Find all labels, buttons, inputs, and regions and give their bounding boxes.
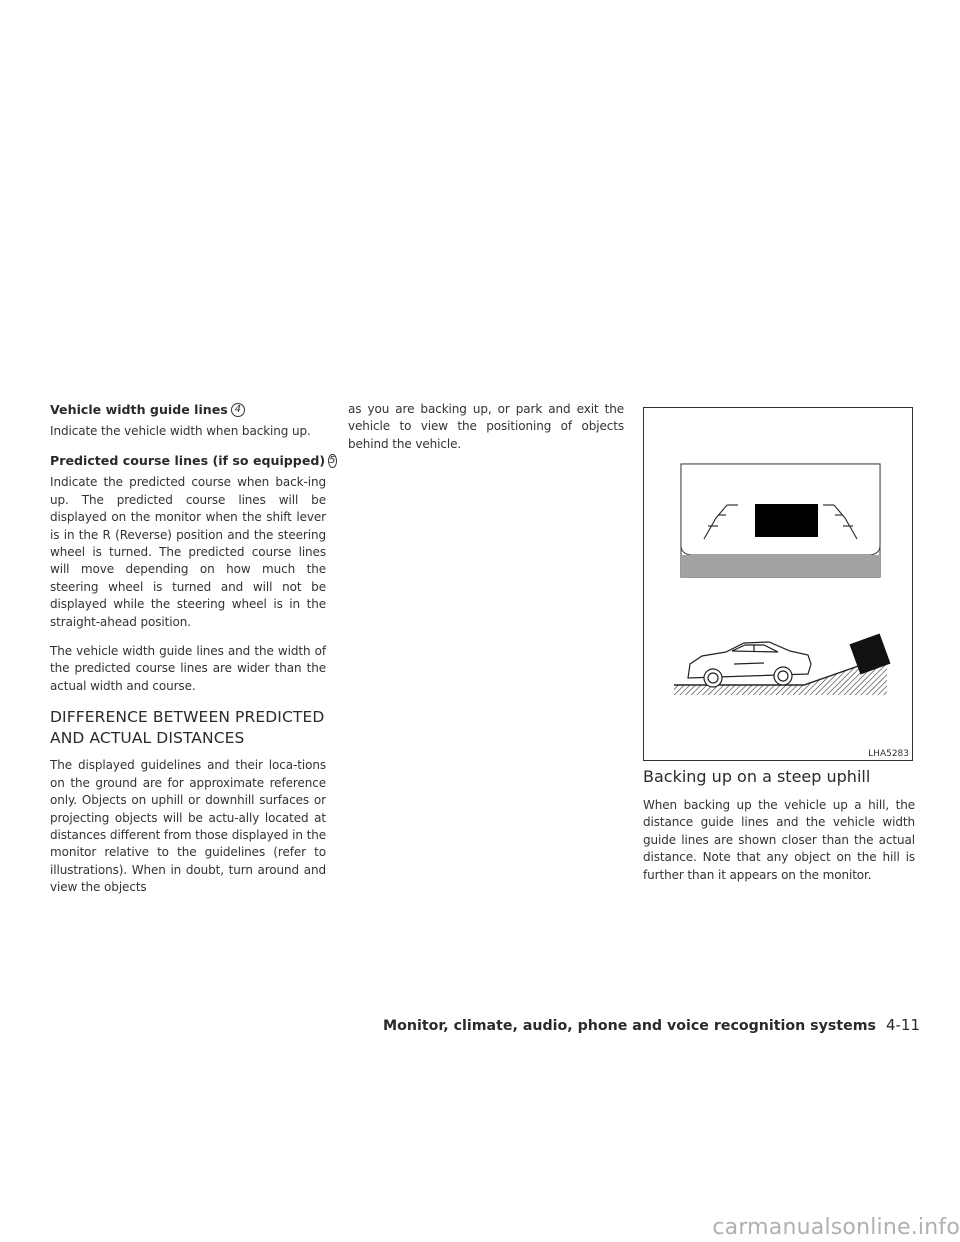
middle-column xyxy=(348,401,624,465)
watermark-text: carmanualsonline.info xyxy=(712,1215,960,1240)
page-footer xyxy=(383,1016,920,1034)
callout-5-icon: 5 xyxy=(329,455,336,467)
paragraph-vehicle-width: Indicate the vehicle width when backing up. xyxy=(50,424,311,438)
object-on-monitor xyxy=(755,504,818,537)
paragraph-uphill: When backing up the vehicle up a hill, the distance guide lines and the vehicle width guide lines are shown closer than the actual distance. Note that any object on the hill is further than it appears on the monitor. xyxy=(643,798,915,882)
car-silhouette xyxy=(688,642,811,687)
left-column xyxy=(50,401,336,909)
right-column xyxy=(643,767,915,896)
subtitle-backing-up-uphill: Backing up on a steep uphill xyxy=(643,767,871,786)
paragraph-continued: as you are backing up, or park and exit the vehicle to view the positioning of objects behind the vehicle. xyxy=(348,402,624,451)
page-number: 4-11 xyxy=(885,1016,920,1034)
figure-label: LHA5283 xyxy=(868,749,909,759)
paragraph-predicted-course: Indicate the predicted course when back-ing up. The predicted course lines will be displayed on the monitor when the shift lever is in the R (Reverse) position and the steering wheel is turned. The predicted course lines will move depending on how much the steering wheel is turned and will not be displayed while the steering wheel is in the straight-ahead position. xyxy=(50,475,326,629)
monitor-screen xyxy=(681,464,880,577)
illustration-steep-uphill xyxy=(643,407,913,761)
callout-4-icon: 4 xyxy=(231,403,245,417)
section-title-difference: DIFFERENCE BETWEEN PREDICTED AND ACTUAL DISTANCES xyxy=(50,708,325,748)
paragraph-guidelines-approximate: The displayed guidelines and their loca-tions on the ground are for approximate reference only. Objects on uphill or downhill surfaces or projecting objects will be actu-ally located at distances different from those displayed in the monitor relative to the guidelines (refer to illustrations). When in doubt, turn around and view the objects xyxy=(50,758,326,895)
uphill-diagram xyxy=(644,408,912,760)
heading-vehicle-width-guide-lines: Vehicle width guide lines 4 xyxy=(50,401,326,419)
paragraph-width-note: The vehicle width guide lines and the width of the predicted course lines are wider than the actual width and course. xyxy=(50,644,326,693)
heading-predicted-course-lines: Predicted course lines (if so equipped) 5 xyxy=(50,453,336,469)
footer-section-title: Monitor, climate, audio, phone and voice recognition systems xyxy=(383,1018,876,1034)
